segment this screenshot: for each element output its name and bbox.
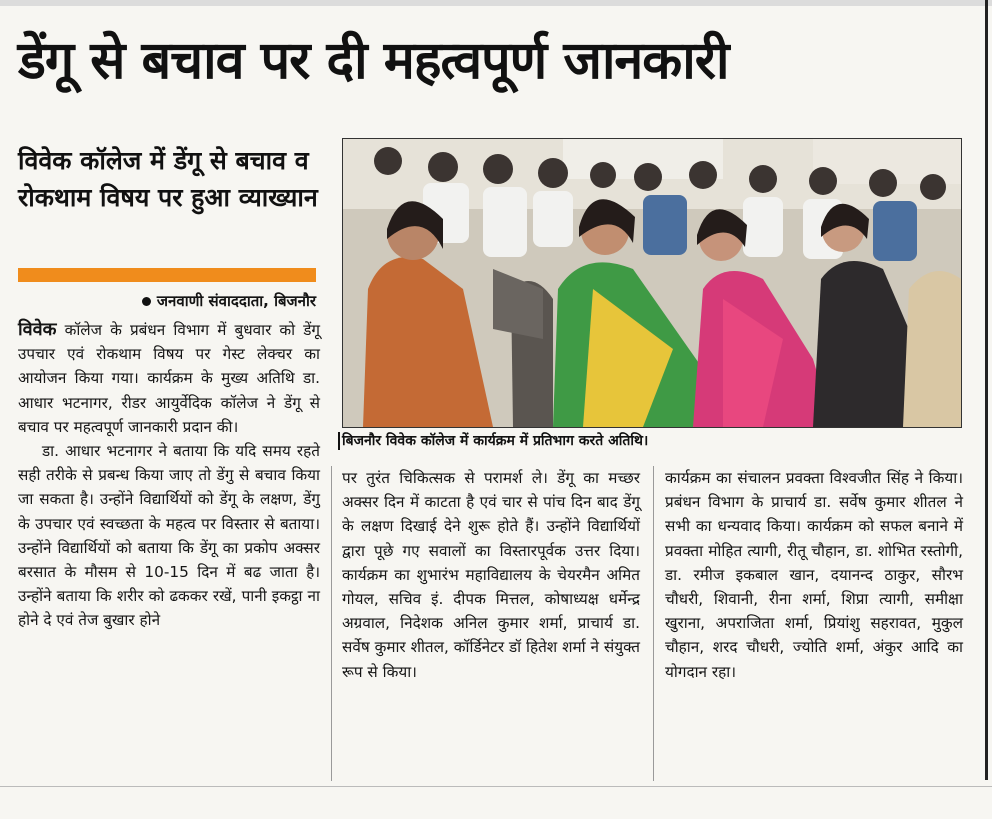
- audience-photo-illustration: [343, 139, 961, 427]
- bottom-rule: [0, 786, 992, 787]
- article-paragraph-2: डा. आधार भटनागर ने बताया कि यदि समय रहते सही तरीके से प्रबन्ध किया जाए तो डेंगु से बचाव किया जा सकता है। उन्होंने विद्यार्थियों को डेंगू के लक्षण, डेंगु के उपचार एवं स्वच्छता के महत्व पर विस्तार से बताया। उन्होंने विद्यार्थियों को बताया कि डेंगू का प्रकोप अक्सर बरसात के मौसम से 10-15 दिन में बढ जाता है। उन्होंने बताया कि शरीर को ढककर रखें, पानी इकट्ठा ना होने दे एवं तेज बुखार होने: [18, 442, 320, 630]
- accent-bar: [18, 268, 316, 282]
- byline-text: जनवाणी संवाददाता, बिजनौर: [156, 292, 316, 310]
- article-paragraph-1: [18, 318, 320, 439]
- paragraph-1-text: कॉलेज के प्रबंधन विभाग में बुधवार को डेंगू उपचार एवं रोकथाम विषय पर गेस्ट लेक्चर का आयोजन किया गया। कार्यक्रम के मुख्य अतिथि डा. आधार भटनागर, रीडर आयुर्वेदिक कॉलेज ने डेंगू से बचाव पर महत्वपूर्ण जानकारी प्रदान की।: [18, 321, 320, 436]
- column-rule: [985, 0, 988, 780]
- bullet-icon: [142, 297, 151, 306]
- photo-caption: बिजनौर विवेक कॉलेज में कार्यक्रम में प्रतिभाग करते अतिथि।: [342, 430, 960, 452]
- byline: [18, 290, 316, 312]
- column-divider: [653, 466, 654, 781]
- headline: डेंगू से बचाव पर दी महत्वपूर्ण जानकारी: [18, 31, 729, 91]
- column-3-text: कार्यक्रम का संचालन प्रवक्ता विश्वजीत सिंह ने किया। प्रबंधन विभाग के प्राचार्य डा. सर्वेष कुमार शीतल ने सभी का धन्यवाद किया। कार्यक्रम को सफल बनाने में प्रवक्ता मोहित त्यागी, रीतू चौहान, डा. शोभित रस्तोगी, डा. रमीज इकबाल खान, दयानन्द ठाकुर, सौरभ चौधरी, शिवानी, रीना शर्मा, शिप्रा त्यागी, समीक्षा खुराना, अपराजिता शर्मा, प्रियांशु सहरावत, मुकुल चौहान, शरद चौधरी, ज्योति शर्मा, अंकुर आदि का योगदान रहा।: [665, 469, 963, 681]
- article-column-3: [665, 466, 963, 684]
- article-column-2: [342, 466, 640, 684]
- article-column-1: [18, 318, 320, 633]
- lead-word: विवेक: [18, 319, 57, 340]
- subheadline: विवेक कॉलेज में डेंगू से बचाव व रोकथाम विषय पर हुआ व्याख्यान: [18, 146, 318, 212]
- column-divider: [331, 466, 332, 781]
- top-rule: [0, 0, 992, 6]
- column-2-text: पर तुरंत चिकित्सक से परामर्श ले। डेंगू का मच्छर अक्सर दिन में काटता है एवं चार से पांच दिन बाद डेंगू के लक्षण दिखाई देने शुरू होते हैं। उन्होंने विद्यार्थियों द्वारा पूछे गए सवालों का विस्तारपूर्वक उत्तर दिया। कार्यक्रम का शुभारंभ महाविद्यालय के चेयरमैन अमित गोयल, सचिव इं. दीपक मित्तल, कोषाध्यक्ष धर्मेन्द्र अग्रवाल, निदेशक अनिल कुमार शर्मा, प्राचार्य डा. सर्वेष कुमार शीतल, कॉर्डिनेटर डॉ हितेश शर्मा ने संयुक्त रूप से किया।: [342, 469, 640, 681]
- event-photo: [342, 138, 962, 428]
